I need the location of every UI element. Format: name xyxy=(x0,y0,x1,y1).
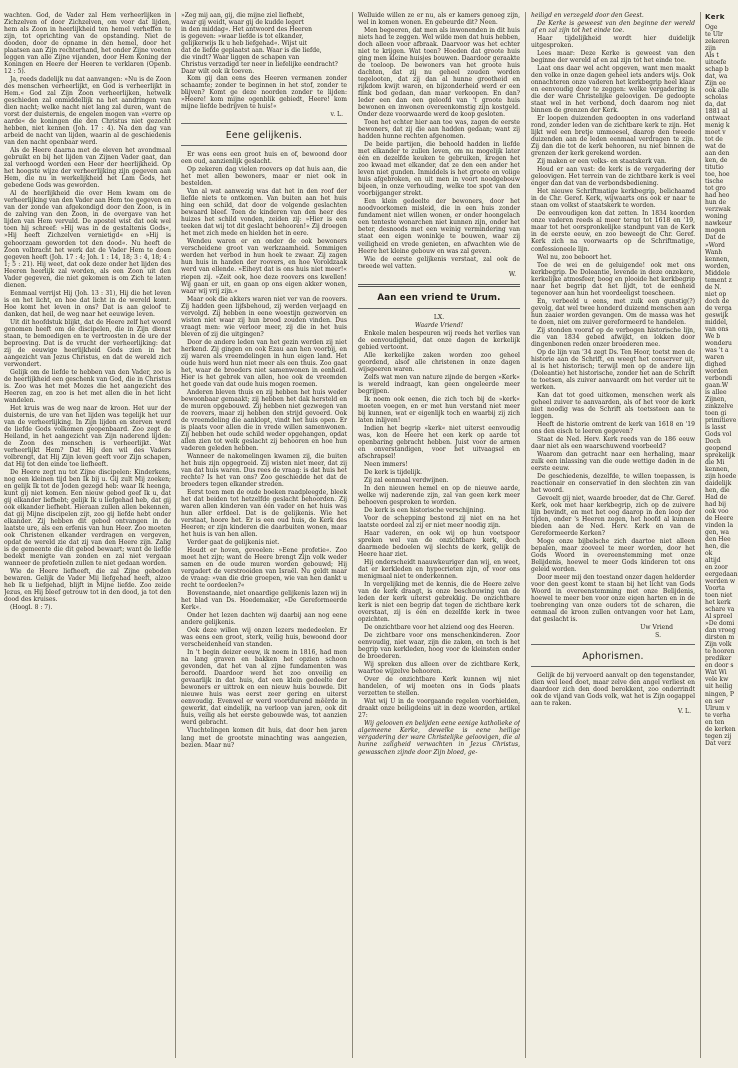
column-2 xyxy=(181,12,347,1058)
clipped-line: worden, xyxy=(705,262,730,270)
clipped-line: altijd xyxy=(705,557,721,565)
clipped-line: tot gro xyxy=(705,185,726,193)
clipped-line: had heo xyxy=(705,192,730,200)
section-divider xyxy=(181,123,347,124)
clipped-line: Middele xyxy=(705,269,730,277)
section-divider xyxy=(531,644,695,645)
paragraph: Laat ons daar wel acht opgeven, want men maakt den volke in onze dagen geheel iets anders wijs. Ook onnachteren onze vaderen het kerkbegrip heel klaar en eenvoudig door te zeggen: welke vergadering is die der ware Christelijke geloovigen. De gedoopte staat wel in het verbond, doch daarom nog niet binnen de grenzen der Kerk. xyxy=(531,65,695,115)
clipped-line: Wat Wi xyxy=(705,669,727,677)
clipped-line: prediker xyxy=(705,655,732,663)
clipped-line: wat de xyxy=(705,143,726,151)
clipped-line: dan vroeg xyxy=(705,627,736,635)
clipped-line: Dat de xyxy=(705,234,726,242)
clipped-line: en ser xyxy=(705,697,724,705)
paragraph: Voor de schepping bestond zij niet en na het laatste oordeel zal zij er niet meer noodig zijn. xyxy=(358,515,520,530)
clipped-line: Doch xyxy=(705,437,721,445)
clipped-line: de Heere xyxy=(705,515,734,523)
clipped-line: de kerken xyxy=(705,725,736,733)
quote-line: is gegeven: »waar liefde is tot elkander, xyxy=(181,33,304,41)
clipped-line: gaan.W xyxy=(705,381,729,389)
quote-line: die vindt? Waar liggen de schapen van xyxy=(181,54,300,62)
clipped-line: dirsten m xyxy=(705,634,735,642)
clipped-line: die Mi xyxy=(705,458,725,466)
clipped-line: Al spreel xyxy=(705,613,733,621)
article-heading: Aan een vriend te Urum. xyxy=(377,292,501,303)
clipped-line: titutio xyxy=(705,164,724,172)
signature: W. xyxy=(508,270,516,278)
paragraph: Heeft de historie omtrent de kerk van 1618 en '19 ons den eisch te leeren gegeven? xyxy=(531,420,695,435)
paragraph: Lees maar: Deze Kerke is geweest van den beginne der wereld af en zal zijn tot het einde toe. xyxy=(531,50,695,65)
clipped-line: waren xyxy=(705,353,725,361)
clipped-line: wonderu xyxy=(705,339,732,347)
paragraph: Staat de Ned. Herv. Kerk reeds van de 186 eeuw daar niet als een waarschuwend voorbeeld? xyxy=(531,435,695,450)
clipped-line: is allee xyxy=(705,388,727,396)
clipped-line: Oge xyxy=(705,24,718,32)
section-banner: Kerk xyxy=(705,14,725,21)
column-3 xyxy=(358,12,520,1058)
clipped-line: eergedaan xyxy=(705,571,738,579)
paragraph: De kerk is tijdelijk. xyxy=(364,468,423,476)
clipped-line: en ten xyxy=(705,718,725,726)
signature: V. L. xyxy=(677,708,691,716)
paragraph: Gelijk om de liefde te hebben van den Vader, zoo is de heerlijkheid een geschenk van God, die in Christus is. Zoo was het met Mozes die het aangezicht des Heeren zag, en zoo is het met allen die in het licht wandelen. xyxy=(4,368,171,404)
clipped-line: toe, hoe xyxy=(705,171,730,179)
clipped-line: Voorta xyxy=(705,585,726,593)
paragraph: Ook deze willen wij onzen lezers mededeelen. Er was eens een groot, sterk, veilig huis, bewoond door verscheidenheid van standen. xyxy=(181,627,347,649)
paragraph: De onzichtbare voor het alziend oog des Heeren. xyxy=(364,624,515,632)
paragraph: Zij zal eenmaal verdwijnen. xyxy=(364,476,449,484)
clipped-line: Als t xyxy=(705,52,719,60)
paragraph: De Heere zegt nu tot Zijne discipelen: Kinderkens, nog een kleinen tijd ben Ik bij u. Gij zult Mij zoeken; en gelijk Ik tot de Joden gezegd heb: waar Ik heenga, kunt gij niet komen. Een nieuw gebod geef Ik u, dat gij elkander liefhebt; gelijk Ik u liefgehad heb, dat gij ook elkander liefhebt. Hieraan zullen allen bekennen, dat gij Mijne discipelen zijt, zoo gij liefde hebt onder elkander. Zij hebben dit gebod ontvangen in de laatste ure, als een erfenis van hun Heer. Zoo moeten ook Christenen elkander verdragen en vergeven, opdat de wereld zie dat zij van den Heere zijn. Zalig is de gemeente die dit gebod bewaart; want de liefde bedekt menigte van zonden en zal niet vergaan wanneer de profetieën zullen te niet gedaan worden. xyxy=(4,469,171,568)
clipped-line: hen, die xyxy=(705,487,730,495)
paragraph: Eenmaal verrijst Hij (Joh. 13 : 31), Hij die het leven is en het licht, en hoe dat licht in de wereld komt. Hoe komt het leven in ons? Dat is aan geloof te danken, dat heil, de weg naar het eeuwige leven. xyxy=(4,289,171,318)
clipped-line: Zijn ee xyxy=(705,80,726,88)
paragraph: Enkele malen bespeuren wij reeds het verlies van de eenvoudigheid, dat onze dagen de kerkelijk gebied vertoont. xyxy=(358,329,520,351)
paragraph: Op de lijn van '34 zegt Ds. Ten Hoor, toetst men de historie aan de Schrift, en weegt het conserver uit, al is het historisch; terwijl men op de andere lijn (Doleantie) het historische, zonder het aan de Schrift te toetsen, als zuiver aanvaardt om het verder uit te werken. xyxy=(531,348,695,391)
paragraph: Het nieuwe Schriftmatige kerkbegrip, belichaamd in de Chr. Geref. Kerk, wijwaarts ons ook er naar te staan om volkst of staatskerk te worden. xyxy=(531,188,695,210)
clipped-line: had bij xyxy=(705,501,726,509)
clipped-line: ontwaat xyxy=(705,115,730,123)
paragraph: Wel nu, zoo beboort het. xyxy=(537,253,612,261)
column-1 xyxy=(4,12,171,1058)
clipped-line: dighed xyxy=(705,360,727,368)
paragraph: Wie de eerste gelijkenis verstaat, zal ook de tweede wel vatten. xyxy=(358,255,520,270)
paragraph: Verder gaat de gelijkenis niet. xyxy=(187,539,280,547)
clipped-line: zijn hoede xyxy=(705,473,737,481)
clipped-line: de N. xyxy=(705,283,722,291)
paragraph: Zij maken er een volks- en staatskerk van. xyxy=(537,158,667,166)
clipped-line: Zijn volk xyxy=(705,641,732,649)
letter-number: LX. xyxy=(433,313,445,321)
quote-line: in den middag«. Het antwoord des Heeren xyxy=(181,26,312,34)
clipped-line: te verha xyxy=(705,711,731,719)
clipped-line: was 't a xyxy=(705,346,729,354)
clipped-line: en door s xyxy=(705,662,734,670)
paragraph: De geschiedenis, dezelfde, te willen toepassen, is reactionair en conservatief in den slechten zin van het woord. xyxy=(531,472,695,495)
paragraph: Alle kerkelijke zaken worden zoo geheel geordend, alsof alle christenen in onze dagen wijsgeeren waren. xyxy=(358,351,520,373)
salutation: Waarde Vriend! xyxy=(414,321,464,329)
paragraph: Anderen bleven thuis en zij hebben het huis weder bewoonbaar gemaakt; zij hebben het dak hersteld en de muren opgebouwd. Zij hebben niet gezwegen van de roovers, maar zij hebben den strijd gevoerd. Ook de vreemdeling die aanklopt, vindt het huis open. Er is plaats voor allen die in vrede willen samenwonen. Zij hebben het oude schild weder opgehangen, opdat allen zien tot welk geslacht zij behooren en hoe hun vaderen geleden hebben. xyxy=(181,388,347,452)
clipped-line: Had de xyxy=(705,494,728,502)
clipped-line: woning xyxy=(705,213,728,221)
paragraph: Gevoelt gij niet, waarde broeder, dat de Chr. Geref. Kerk, ook met haar kerkbegrip, zich op de zuivere lijn bevindt, en met het oog daarop in den loop der tijden, onder 's Heeren zegen, het hoofd al kunnen bieden aan de Ned. Herv. Kerk en van de Gereformeerde Kerken? xyxy=(531,495,695,538)
paragraph: Zij stonden vooraf op de verbogen historische lijn, die van 1834 gebed afwijkt, en lokken door dingenbonen reden onzer broederen mee. xyxy=(531,326,695,348)
paragraph: Welluide willen ze er nu, als er kamers genoeg zijn, wel in komen wonen. En gebeurde dit? Neen. xyxy=(358,12,520,27)
paragraph: En, verbeeld u eens, met zulk een gunstig(?) gevolg, dat wel twee honderd duizend menschen aan hun zaaier worden gevangen. Om de massa was het te doen, niet om zuiver gereformeerd te handelen. xyxy=(531,297,695,326)
paragraph: heiligd en verzegeld door den Geest. xyxy=(531,12,644,19)
clipped-line: ok xyxy=(705,550,713,558)
paragraph: Hij onderscheidt naauwkeuriger dan wij, en weet, dat er kerkleden en hypocrieten zijn, of voor ons menigmaal niet te onderkennen. xyxy=(358,559,520,581)
paragraph: wachten. God, de Vader zal Hem verheerlijken in Zichzelven of door Zichzelven, om voor dat lijden, hem als Zoon in heerlijkheid ten hemel verheffen te zijn, tot oprichting van de opstanding. Niet de dooden, door de opname in den hemel, door het plaatsen aan Zijn rechterhand, het onder Zijne voeten leggen van alle Zijne vijanden, door Hem Koning der Koningen en Heere der Heeren te verklaren (Openb. 12 : 5). xyxy=(4,12,171,76)
quote-line: Christus verzadigd ter neer in liefelijke eendracht? xyxy=(181,61,338,69)
clipped-line: gen, wa xyxy=(705,529,729,537)
paragraph: Uit dit hoofdstuk blijkt, dat de Heere zelf het woord genomen heeft om de discipelen, die in Zijn dienst staan, te bemoedigen en te vertroosten in de ure der beproeving. Dat is de vrucht der verheerlijking: dat zij de eeuwige heerlijkheid Gods zien in het aangezicht van Jezus Christus, en dat de wereld zich verwondert. xyxy=(4,318,171,368)
clipped-line: verbondi xyxy=(705,374,733,382)
quoted-passage xyxy=(181,12,347,75)
clipped-line: »Word xyxy=(705,241,725,249)
paragraph: In den nieuwen hemel en op de nieuwe aarde, welke wij naderende zijn, zal van geen kerk meer behoeven gesproken te worden. xyxy=(358,484,520,506)
paragraph: Neen immers! xyxy=(364,460,408,468)
quote-line: Daar wilt ook ik toeven. xyxy=(181,68,255,76)
paragraph: Gelijk de bij vervoerd aanvalt op den tegenstander, dien wel leed doet, maar zelve den angel verliest en daardoor zich den dood berokkent, zoo onderrindt ook de vijand van Gods volk, wat het is Zijn oogappel aan te raken. xyxy=(531,672,695,708)
paragraph: Wat wij U in de voorgaande regelen voorhielden, draakt onze beiligdeins uit in deze woorden, artikel 27: xyxy=(358,698,520,720)
clipped-line: aan den xyxy=(705,150,730,158)
clipped-line: moet v xyxy=(705,129,726,137)
clipped-line: uitoefe xyxy=(705,59,727,67)
paragraph: Eerst toen men de oude boeken raadpleegde, bleek het dat beiden tot hetzelfde geslacht behoorden. Zij waren allen kinderen van één vader en het huis was hun aller erfdeel. Dat is de gelijkenis. Wie het verstaat, hoore het. Er is een oud huis, de Kerk des Heeren; er zijn kinderen die daarbuiten wonen, maar het huis is van hen allen. xyxy=(181,488,347,539)
paragraph: Houd er aan vast: de kerk is de vergadering der geloovigen. Het terrein van de zichtbare kerk is veel enger dan dat van de verbondsbediening. xyxy=(531,166,695,188)
clipped-line: uit heilig xyxy=(705,683,733,691)
paragraph: Indien het begrip »kerk« niet uiterst eenvoudig was, kon de Heere het een kerk op aarde tot openbaring gebracht hebben. Juist voor de armen en onverstandigen, voor het uitvaagsel en afschrapsel! xyxy=(358,424,520,460)
quote-line: waar gij weidt, waar gij de kudde legert xyxy=(181,19,304,27)
paragraph: De beide partijen, die behoold hadden in liefde met elkander te zullen leven, om nu mogelijk later één en dezelfde keuken te gebruiken, kregen het zoo kwaad met elkander, dat ze den een ander het leven niet gunden. Inmiddels is het groote en volige huis afgebroken, en uit men in voort noodgebouw bijeen, in onze verhouding, welke toe spot van den voorbijganger strekt. xyxy=(358,141,520,198)
clipped-line: tegen zij xyxy=(705,732,732,740)
paragraph: Ja, reeds dadelijk nu dat aanvangen: »Nu is de Zoon des menschen verheerlijkt, en God is verheerlijkt in Hem.« God zal Zijn Zoon verheerlijken, hetwelk geschieden zal onmiddellijk na het aandringen van dien nacht; welke nacht niet lang zal duren, want de vorst der duisternis, de engelen mogen van »verre op aarde« de koningen die den Christus niet gezocht hebben, niet kennen (Joh. 17 : 4). Na den dag van arbeid de nacht van lijden, waarin al de geschiedenis van den nacht openbaar werd. xyxy=(4,76,171,147)
clipped-line: kennen, xyxy=(705,255,730,263)
clipped-line: 1881 al xyxy=(705,108,728,116)
clipped-line: Ulrum v xyxy=(705,704,730,712)
clipped-line: tement z xyxy=(705,276,732,284)
quote-line: »Zeg mij aan, gij, die mijne ziel liefhebt, xyxy=(181,12,305,19)
clipped-line: doch de xyxy=(705,297,730,305)
column-5-clipped xyxy=(705,12,738,1058)
paragraph: Onder het lezen dachten wij daarbij aan nog eene andere gelijkenis. xyxy=(181,612,347,627)
quote-line: gelijkerwijs Ik u heb liefgehad«. Wijst uit xyxy=(181,40,308,48)
paragraph: De eenvoudigen kon dat zetten. In 1834 koorden onze vaderen reeds al meer terug tot 1618 en '19, maar tot het oorspronkelijke standpunt van de Kerk in de eerste eeuw, en zoo beweegt de Chr. Geref. Kerk zich na voorwaarts op de Schriftmatige, confessioneele lijn. xyxy=(531,210,695,253)
clipped-line: den Hee xyxy=(705,536,731,544)
paragraph: Houdt er hoven, gevoelen: »Eene profetie«. Zoo moet het zijn; want de Heere brengt Zijn volk weder samen en de oude muren worden gebouwd; Hij vergadert de verstrooiden van Israël. Nu geldt maar de vraag: »van die drie groepen, wie van hen dankt u recht te oordeelen?« xyxy=(181,547,347,590)
paragraph: Bovenstaande, niet onaardige gelijkenis lazen wij in het blad van Ds. Hoedemaker, »De Gereformeerde Kerk«. xyxy=(181,590,347,612)
clipped-line: ken, de xyxy=(705,157,728,165)
clipped-line: hun de xyxy=(705,199,727,207)
clipped-line: scholas xyxy=(705,94,728,102)
signature: v. L. xyxy=(330,111,343,119)
clipped-line: daidelijk xyxy=(705,480,732,488)
clipped-line: toen niet xyxy=(705,592,733,600)
paragraph: Van al wat aanwezig was dat het in den roof der liefde niets te ontkomen. Van buiten aan het huis hing een schild, dat door de volgende geslachten bewaard bleef. Toen de kinderen van den heer des huizes het schild vonden, zeiden zij: »Hier is een teeken dat wij tot dit geslacht behooren!« Zij droegen het met zich mede en hielden het in eere. xyxy=(181,188,347,238)
paragraph: Als de Heere daarna met de eleven het avondmaal gebruikt en bij het lijden van Zijnen Vader gaat, dan zal verhoogd worden een Heer der heerlijkheid. Op het hoogste wijze der verheerlijking zijn gegeven aan Hem, die nu in werkelijkheid het Lam Gods, het gebedene Gods was geworden. xyxy=(4,147,171,190)
quote-line: dat de liefde geplaatst aan. Waar is die liefde, xyxy=(181,47,322,55)
clipped-line: zekeren xyxy=(705,38,730,46)
clipped-line: werden w xyxy=(705,578,736,586)
paragraph: (Hoogl. 8 : 7). xyxy=(10,604,53,612)
paragraph: Op zekeren dag vielen roovers op dat huis aan, die het met allen bewoners, maar er niet ook in bestelden. xyxy=(181,166,347,188)
clipped-line: niet op xyxy=(705,290,727,298)
clipped-line: zinkzelve xyxy=(705,402,734,410)
column-rule xyxy=(352,12,353,1058)
clipped-line: primitieve xyxy=(705,416,737,424)
clipped-line: dat, wa xyxy=(705,73,728,81)
column-rule xyxy=(175,12,176,1058)
article-heading: Eene gelijkenis. xyxy=(225,130,303,142)
clipped-line: hen, die xyxy=(705,543,730,551)
clipped-line: ook alle xyxy=(705,87,729,95)
paragraph: Door de andere leden van het gezin werden zij niet herkend. Zij gingen en ook Ezau aan hen voorbij, en zij waren als vreemdelingen in hun eigen land. Het oude huis werd hun niet meer als een thuis. Zoo gaat het, waar de broeders niet samenwonen in eenheid. Hier is het gebrek van allen, hoe ook de vreemden het goede van dat oude huis mogen roemen. xyxy=(181,338,347,388)
clipped-line: schare va xyxy=(705,606,735,614)
clipped-line: kennen, xyxy=(705,466,730,473)
section-divider xyxy=(531,666,695,667)
paragraph: Er was eens een groot huis en of, bewoond door een oud, aanzienlijk geslacht. xyxy=(181,151,347,166)
paragraph: Wij spreken dus alleen over de zichtbare Kerk, waartoe wijzelve behooren. xyxy=(358,661,520,676)
paragraph: Een klein gedeelte der bewoners, door het noodvoorkomen misleid, die in een huis zonder fundament niet willen wonen, er onder hoongelach een tenteste wonarchen niet kunnen zijn, onder het beter, desnoods met een weinig vermindering van staat een eigen woninkje te bouwen, waar zij veiligheid en vrede genieten, en afwachten wie de Heere het kleine gebouw en was zal geven. xyxy=(358,198,520,255)
signature: Uw Vriend xyxy=(640,624,673,632)
clipped-line: te hooren xyxy=(705,648,735,656)
article-heading: Aphorismen. xyxy=(582,651,644,663)
paragraph: Wendeu waren er en onder de ook bewoners verscheidene groot van werkzaamheid. Sommigen werden het verbod in hun hoek te zwaar. Zij zagen hun huis in handen der roovers, en hoe Voroldzaak werd van ellende. »Eiheyt dat is ons huis niet meer!« riepen zij. »Zeit ook, hoe deze roovers ons kwellen! Wij gaan er uit, en gaan op ons eigen akker wonen, waar wij vrij zijn.« xyxy=(181,238,347,295)
paragraph: Men begeeren, dat men als inwonenden in dit huis niets had te zeggen. Wel wilde men dat huis hebben, doch alleen voor afbraak. Daarvoor was het echter niet te krijgen. Wat toen? Hoeden dat groote huis ging men kleine huisjes bouwen. Daardoor geraakte de toeloop. De bewoners van het groote huis dachten, dat zij nu geheel zouden worden tegelooten, dat zij dan al hunne grootheid en rijkdom kwijt waren, en bijzonderheid werd er een flink bod gedaan, dan maar verkoopen. En dan? Ieder een dan een geloofd van 't groote huis bewonen en inwonen overeenkomstig zijn kostgeld. Onder deze voorwaarde werd de koop gesloten. xyxy=(358,27,520,119)
paragraph: Moge onze bijbelsche zich daartoe niet alleen bepalen, maar zooveel te meer worden, door het Gods Woord in overeenstemming met onze Belijdenis, hoewel te meer Gods kinderen tot ons geleid worden. xyxy=(531,538,695,574)
clipped-line: menig k xyxy=(705,122,730,130)
paragraph: De kerk is een historische verschijning. xyxy=(364,506,486,514)
clipped-line: en zoor xyxy=(705,564,728,572)
paragraph: Door meer mij den toestand onzer dagen helderder voor den geest komt te staan bij het licht van Gods Woord in overeenstemming met onze Belijdenis, hoewel te meer ben voor onze eigen harten en in de toebrenging van onze ouders tot de scharen, die eenmaal de kroon zullen ontvangen voor het Lam, dat geslacht is. xyxy=(531,574,695,624)
clipped-line: vele kw xyxy=(705,676,729,684)
paragraph: Haar vaderen, en ook wij op hun voetspoor spreken wel van de onzichtbare kerk, doch daarmede bedoelen wij slechts de kerk, gelijk de Heere haar ziet. xyxy=(358,530,520,559)
paragraph: Zelfs wat men van nature zijnde de bergen »Kerk« is wereld indraagt, kan geen ongeleerde meer begrijpen. xyxy=(358,373,520,395)
clipped-line: worden xyxy=(705,367,729,375)
paragraph: Toen het echter hier aan toe was, zagen de eerste bewoners, dat zij die aan hadden gedaan; want zij hadden hunne rechten afgenomen. xyxy=(358,119,520,141)
clipped-line: da, dat xyxy=(705,101,727,109)
paragraph: Kan dat tot goed uitkomen, menschen werk als geheel zuiver te aanvaarden, als of het voor de kerk niet noodig was de Schrift als toetssteen aan te leggen. xyxy=(531,391,695,420)
clipped-line: »De domi xyxy=(705,620,735,628)
section-divider xyxy=(358,308,520,309)
clipped-line: het kerk xyxy=(705,599,731,607)
clipped-line: tische xyxy=(705,178,724,186)
section-divider xyxy=(181,145,347,146)
paragraph: Toe de wei en de geluigende! ook met ons kerkbegrip. De Doleantie, levende in deze onzekere, kerkelijke atmosfeer, boog en plooide het kerkbegrip naar het begrip dat het lijdt, tot de eenheid tegenover aan hun het voordeeligst toescheen. xyxy=(531,261,695,297)
column-rule xyxy=(525,12,526,1058)
paragraph: In vergelijking met de kennis, die de Heere zelve van de kerk draagt, is onze beschouwing van de leden der kerk uiterst gebrekkig. De onzichtbare kerk is niet een begrip dat tegen de zichtbare kerk overstaat, zij is één en dezelfde kerk in twee opzichten. xyxy=(358,581,520,624)
paragraph: De Kerke is geweest van den beginne der wereld af en zal zijn tot het einde toe. xyxy=(531,20,695,35)
clipped-line: de verga xyxy=(705,304,732,312)
clipped-line: sprekelijk xyxy=(705,451,736,459)
column-rule xyxy=(700,12,701,1058)
paragraph: Het kruis was de weg naar de kroon. Het uur der duisternis, de ure van het lijden was tegelijk het uur van de verheerlijking. In Zijn lijden en sterven werd de liefde Gods volkomen geopenbaard. Zoo zegt de Heiland, in het aangezicht van Zijn naderend lijden: de Zoon des menschen is verheerlijkt. Wat verheerlijkt Hem? Dat Hij den wil des Vaders volbrengt, dat Hij Zijn leven geeft voor Zijn schapen, dat Hij tot den einde toe liefheeft. xyxy=(4,404,171,468)
paragraph: Wanneer de nakomelingen kwamen zij, die buiten het huis zijn opgegroeid. Zij wisten niet meer, dat zij van dat huis waren. Dus rees de vraag: is dat huis het rechte? Is het van ons? Zoo geschiedde het dat de broeders tegen elkander streden. xyxy=(181,452,347,488)
column-4 xyxy=(531,12,695,1058)
clipped-line: zijn xyxy=(705,45,716,53)
paragraph: Kom gij dan eens des Heeren vermanen zonder schaamte; zonder te beginnen in het stof, zonder te blijven? Komt ge deze noorden zonder te lijden: »Heere! kom mijne ogenblik gebiedt, Heere! kom mijne liefde bedrijven te huis!« xyxy=(181,75,347,111)
clipped-line: geopend xyxy=(705,444,732,452)
clipped-line: Zijnen, xyxy=(705,395,727,403)
paragraph: Wie de Heere liefheeft, die zal Zijne geboden bewaren. Gelijk de Vader Mij liefgehad heeft, alzoo heb Ik u liefgehad, blijft in Mijne liefde. Zoo zeide Jezus, en Hij bleef getrouw tot in den dood, ja tot den dood des kruises. xyxy=(4,568,171,604)
clipped-line: We b xyxy=(705,332,721,340)
clipped-line: is lasst xyxy=(705,423,727,431)
paragraph: Ik noem ook eenen, die zich toch bij de »kerk« moeten voegen, en er met hun verstand niet meer bij kunnen, wat er eigenlijk toch en waarbij zij zich laten inlijven! xyxy=(358,395,520,424)
paragraph: De zichtbare voor ons menschenkinderen. Zoor eenvoudig, niet waar, zijn die zaken, en toch is het begrip van kerkleden, hoog voor de kleinsten onder de broederen. xyxy=(358,632,520,661)
paragraph: Maar ook die akkers waren niet ver van de roovers. Zij hadden geen lijfsbehoud, zij werden verjaagd en vervolgd. Zij hebben in eene woestijn gezworven en wisten niet waar zij hun brood zouden vinden. Dus vraagt men: wie verloor meer, zij die in het huis bleven of zij die uitgingen? xyxy=(181,295,347,338)
clipped-line: vinden la xyxy=(705,522,734,530)
signature: S. xyxy=(655,632,661,640)
clipped-line: nawkeur xyxy=(705,220,732,228)
paragraph: Haar tijdelijkheid wordt hier duidelijk uitgesproken. xyxy=(531,35,695,50)
paragraph: Waarom dan getracht naar een herhaling, maar zulk een inlassing van die oude wettige daden in de eerste eeuw. xyxy=(531,450,695,472)
clipped-line: schap b xyxy=(705,66,729,74)
paragraph: Vluchtelingen komen dit huis, dat door hen jaren lang met de grootste minachting was aangezien, bezien. Maar nu? xyxy=(181,727,347,749)
clipped-line: geswijk xyxy=(705,311,729,319)
clipped-line: ningen, P xyxy=(705,690,734,698)
clipped-line: Gods vol xyxy=(705,430,732,438)
section-divider xyxy=(358,284,520,287)
clipped-line: tot de xyxy=(705,136,723,144)
clipped-line: te Ulr xyxy=(705,31,723,39)
clipped-line: middel, xyxy=(705,318,728,326)
clipped-line: mogen xyxy=(705,227,726,235)
clipped-line: verzwak xyxy=(705,206,731,214)
clipped-line: toen gi xyxy=(705,409,727,417)
paragraph: Al de heerlijkheid die over Hem kwam om de verheerlijking van den Vader aan Hem toe gegeven en van der zonde van afgekondigd door den Zoon, is in de zalving van den Zoon, in de overgave van het lijden van Hem vervuld. De apostel wist dat ook wel toen hij schreef: »Hij was in de gestaltenis Gods«, »Hij heeft Zichzelven vernietigd« en »Hij is gehoorzaam geworden tot den dood«. Nu heeft de Zoon volbracht het werk dat de Vader Hem te doen gegeven heeft (Joh. 17 : 4; Joh. 1 : 14, 18; 3 : 4, 18; 4 : 1; 5 : 21). Hij weet, dat ook deze onder het lijden des Heeren heerlijk zal worden, als een Zoon uit den Vader gegeven, die niet gekomen is om Zich te laten dienen. xyxy=(4,190,171,289)
paragraph: Over de onzichtbare Kerk kunnen wij niet handelen, of wij moeten ons in Gods plaats verzetten te stellen. xyxy=(358,676,520,698)
clipped-line: Dat verz xyxy=(705,739,731,747)
paragraph: In 't begin deizer eeuw, ik noem in 1816, had men na lang graven en bakken het opzien schoon gevonden, dat het van al zijne fundamenten was beroofd. Daardoor werd het zoo onveilig en gevaarlijk in dat huis, dat een klein gedeelte der bewoners er uittrok en een nieuw huis bouwde. Dit nieuwe huis was eerst zeer gering en uiterst eenvoudig. Evenwel er werd voortdurend mêêrde in gewerkt, dat eindelijk, na verloop van jaren, ook dit huis, veilig als het eerste gebouwde was, tot aanzien werd gebracht. xyxy=(181,649,347,727)
paragraph: Er loopen duizenden gedoopten in ons vaderland rond, zonder leden van de zichtbare kerk te zijn. Het lijkt wel een bretje ummoesel, daarop den tweede duizenden aan de leden eenmaal verdragen te zijn. Zij dan die tot de kerk behooren, nu niet binnen de grenzen der kerk gerekend worden. xyxy=(531,115,695,158)
clipped-line: ook voo xyxy=(705,508,729,516)
paragraph: Wij gelooven en belijden eene eenige katholieke of algemeene Kerke, dewelke is eene heilige vergadering der ware Christelijke geloovigen, die al hunne zaligheid verwachten in Jezus Christus, gewasschen zijnde door Zijn bloed, ge- xyxy=(358,720,520,756)
clipped-line: Wanh xyxy=(705,248,723,256)
clipped-line: van ons xyxy=(705,325,729,333)
